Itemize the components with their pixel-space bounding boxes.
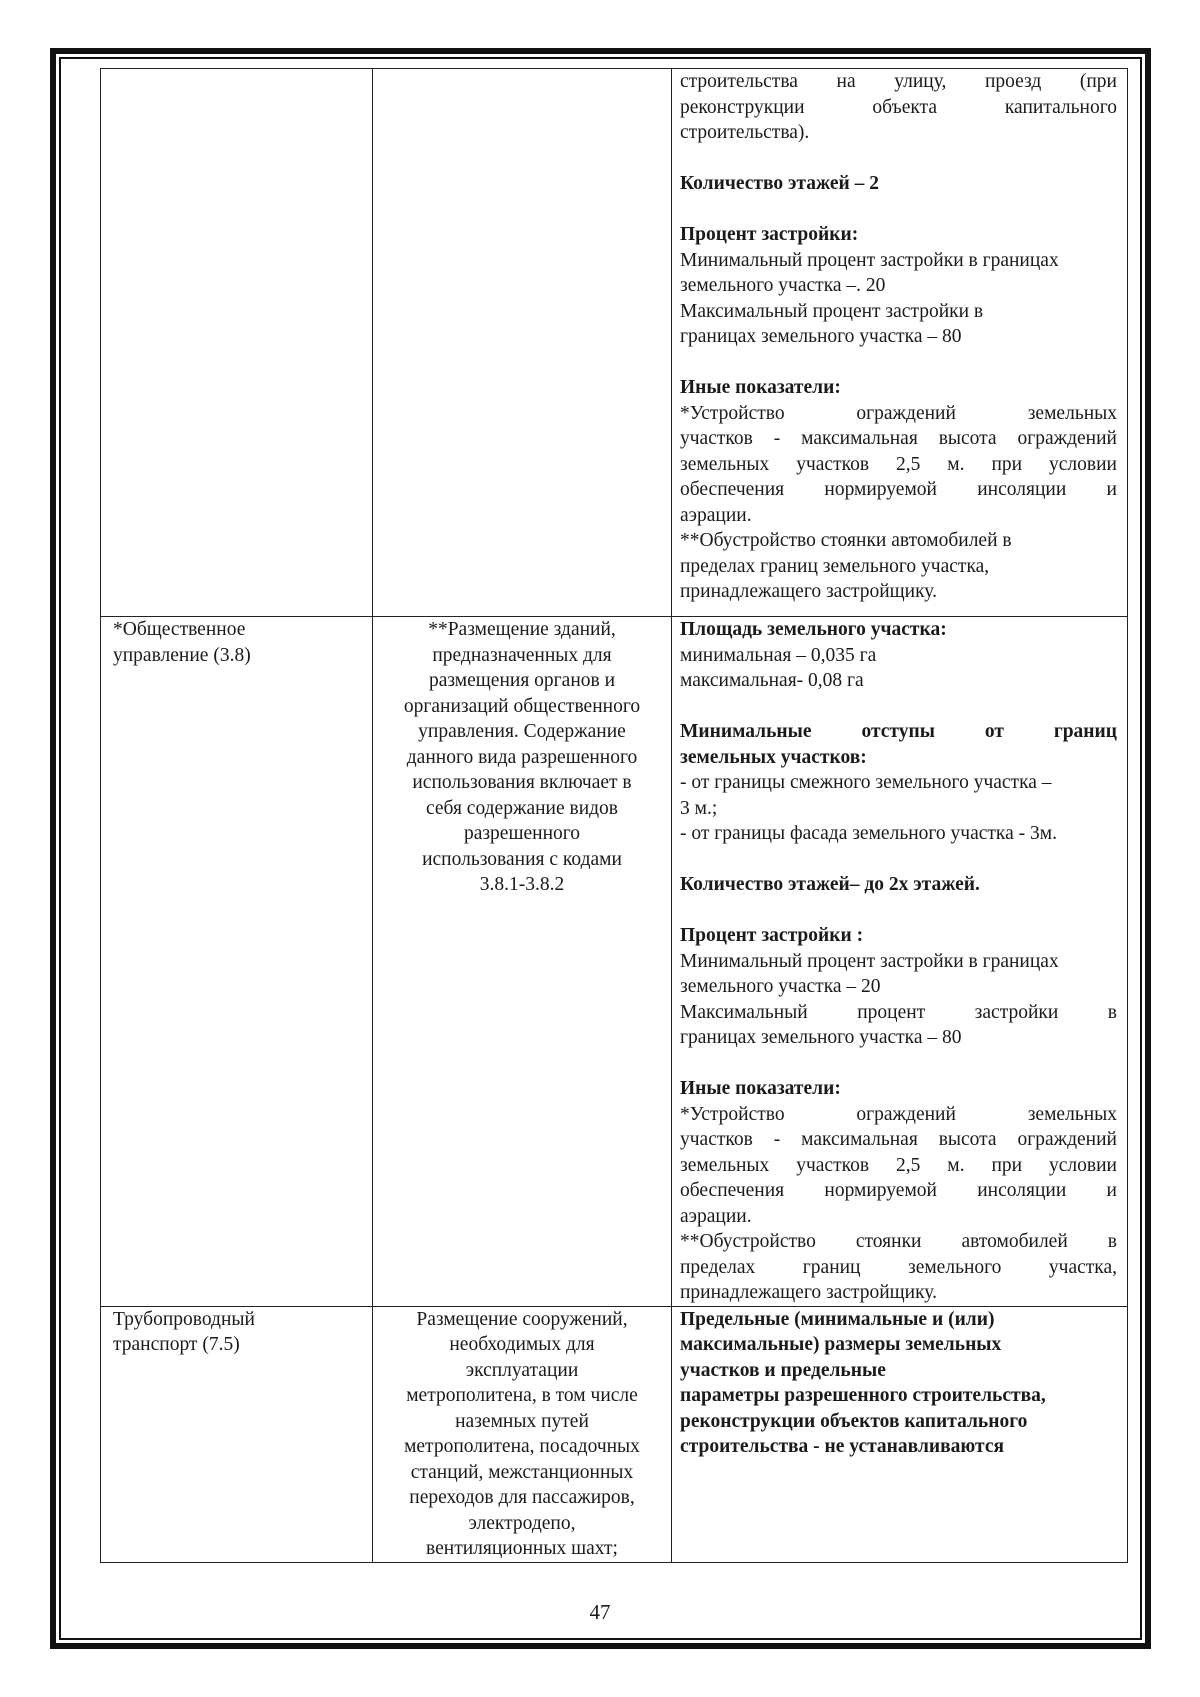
use-type-description: **Размещение зданий, предназначенных для размещения органов и организаций общественного управления. Содержание данного вида разрешенного использования включает в себя содержание видов разрешенного использования с кодами 3.8.1-3.8.2 — [373, 617, 672, 1307]
parameter-line: 3 м.; — [680, 797, 718, 819]
parameter-heading: Минимальные отступы от границ — [680, 721, 1117, 742]
parameter-heading: Иные показатели: — [680, 377, 841, 398]
blank-line — [680, 1051, 1117, 1077]
parameter-line: границах земельного участка – 80 — [680, 1027, 962, 1048]
parameter-heading: земельных участков: — [680, 746, 867, 768]
use-type-description — [373, 69, 672, 617]
parameter-heading: Количество этажей– до 2х этажей. — [680, 874, 980, 895]
blank-line — [680, 350, 1117, 376]
parameter-line: **Обустройство стоянки автомобилей в — [680, 1231, 1117, 1252]
parameter-line: Минимальный процент застройки в границах — [680, 950, 1059, 972]
parameter-line: пределах границ земельного участка, — [680, 1256, 1117, 1278]
parameter-heading: строительства - не устанавливаются — [680, 1436, 1005, 1457]
parameter-line: Максимальный процент застройки в — [680, 1001, 1117, 1023]
parameter-line: обеспечения нормируемой инсоляции и — [680, 479, 1117, 500]
parameter-line: максимальная- 0,08 га — [680, 670, 864, 691]
use-type-parameters — [672, 617, 1128, 1307]
parameter-heading: Площадь земельного участка: — [680, 619, 947, 640]
parameter-heading: Предельные (минимальные и (или) — [680, 1308, 995, 1330]
parameter-line: границах земельного участка – 80 — [680, 326, 962, 347]
parameter-line: реконструкции объекта капитального — [680, 96, 1117, 118]
parameter-heading: реконструкции объектов капитального — [680, 1410, 1028, 1432]
parameter-heading: Количество этажей – 2 — [680, 173, 879, 194]
parameter-line: *Устройство ограждений земельных — [680, 1103, 1117, 1125]
parameter-line: принадлежащего застройщику. — [680, 581, 937, 602]
parameter-line: **Обустройство стоянки автомобилей в — [680, 530, 1012, 551]
blank-line — [680, 146, 1117, 172]
blank-line — [680, 898, 1117, 924]
parameter-line: обеспечения нормируемой инсоляции и — [680, 1180, 1117, 1201]
parameter-line: Максимальный процент застройки в — [680, 300, 984, 322]
parameter-line: участков - максимальная высота ограждений — [680, 1129, 1117, 1150]
blank-line — [680, 694, 1117, 720]
parameter-line: земельного участка – 20 — [680, 976, 881, 997]
use-type-name — [101, 69, 373, 617]
use-type-parameters — [672, 69, 1128, 617]
parameter-heading: Процент застройки : — [680, 925, 864, 946]
table-row — [101, 69, 1128, 617]
parameter-heading: параметры разрешенного строительства, — [680, 1385, 1046, 1406]
parameter-line: земельного участка –. 20 — [680, 275, 886, 296]
blank-line — [680, 197, 1117, 223]
parameter-line: строительства). — [680, 122, 810, 143]
parameter-line: минимальная – 0,035 га — [680, 644, 877, 666]
parameter-line: участков - максимальная высота ограждений — [680, 428, 1117, 449]
parameter-line: земельных участков 2,5 м. при условии — [680, 453, 1117, 475]
use-type-parameters — [672, 1306, 1128, 1562]
parameter-heading: Иные показатели: — [680, 1078, 841, 1099]
blank-line — [680, 847, 1117, 873]
parameter-heading: максимальные) размеры земельных — [680, 1334, 1002, 1355]
page-number: 47 — [589, 1600, 611, 1624]
parameter-line: пределах границ земельного участка, — [680, 555, 990, 577]
parameter-line: аэрации. — [680, 504, 752, 526]
parameter-line: *Устройство ограждений земельных — [680, 402, 1117, 424]
table-row — [101, 1306, 1128, 1562]
parameter-line: - от границы фасада земельного участка - 3м. — [680, 823, 1057, 844]
parameter-line: Минимальный процент застройки в границах — [680, 249, 1059, 271]
use-type-name: *Общественное управление (3.8) — [101, 617, 373, 1307]
table-row — [101, 617, 1128, 1307]
use-type-description: Размещение сооружений, необходимых для эксплуатации метрополитена, в том числе наземных путей метрополитена, посадочных станций, межстанционных переходов для пассажиров, электродепо, вентиляционных шахт; — [373, 1306, 672, 1562]
zoning-table — [100, 68, 1128, 1563]
parameter-heading: участков и предельные — [680, 1359, 886, 1381]
parameter-line: строительства на улицу, проезд (при — [680, 71, 1117, 92]
parameter-line: принадлежащего застройщику. — [680, 1282, 937, 1303]
parameter-line: аэрации. — [680, 1205, 752, 1227]
use-type-name: Трубопроводный транспорт (7.5) — [101, 1306, 373, 1562]
parameter-heading: Процент застройки: — [680, 224, 859, 245]
parameter-line: земельных участков 2,5 м. при условии — [680, 1154, 1117, 1176]
parameter-line: - от границы смежного земельного участка – — [680, 772, 1052, 793]
